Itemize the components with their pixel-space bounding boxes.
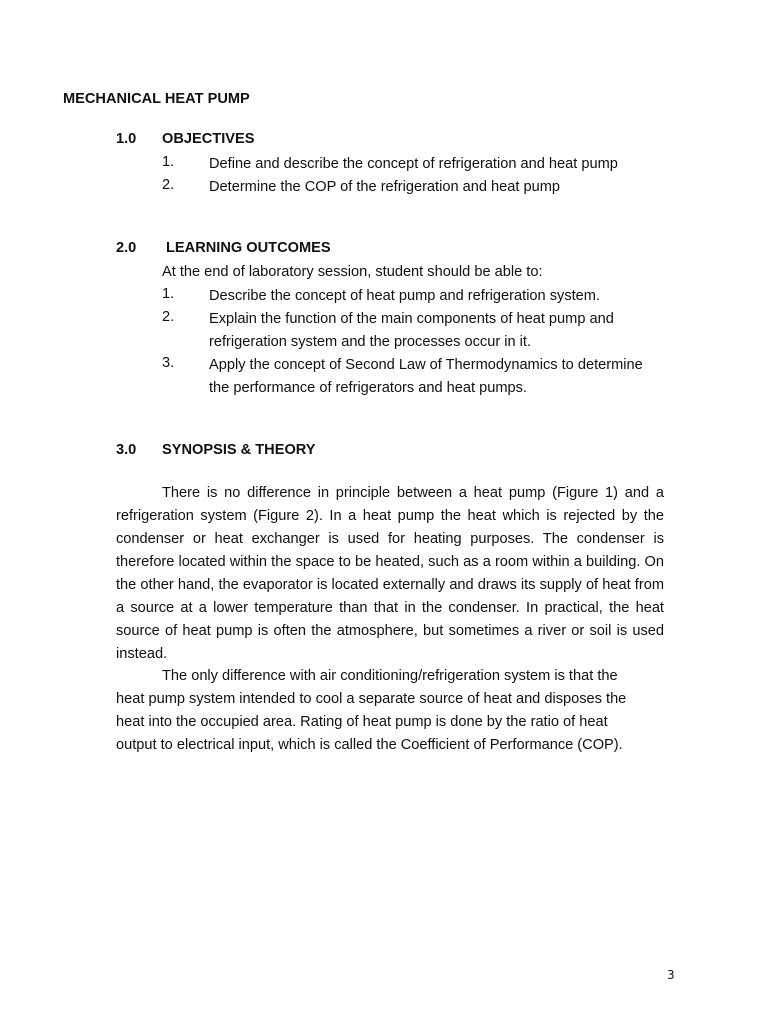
list-item-number: 1. bbox=[162, 154, 175, 170]
page-number: 3 bbox=[667, 968, 675, 982]
list-item-text: Define and describe the concept of refrigeration and heat pump bbox=[209, 156, 618, 172]
section-number: 3.0 bbox=[116, 442, 137, 458]
section-title: SYNOPSIS & THEORY bbox=[162, 442, 316, 458]
list-item-number: 2. bbox=[162, 309, 175, 325]
list-item-number: 2. bbox=[162, 177, 175, 193]
list-item-text: Explain the function of the main components of heat pump and refrigeration system and the processes occur in it. bbox=[209, 311, 614, 350]
section-number: 2.0 bbox=[116, 240, 137, 256]
list-item-text: Apply the concept of Second Law of Thermodynamics to determine the performance of refrigerators and heat pumps. bbox=[209, 357, 643, 396]
list-item-number: 3. bbox=[162, 355, 175, 371]
paragraph: The only difference with air conditioning/refrigeration system is that the heat pump system intended to cool a separate source of heat and disposes the heat into the occupied area. Rating of heat pump is done by the ratio of heat output to electrical input, which is called the Coefficient of Performance (COP). bbox=[116, 668, 627, 753]
list-item-text: Determine the COP of the refrigeration and heat pump bbox=[209, 179, 560, 195]
document-title: MECHANICAL HEAT PUMP bbox=[63, 91, 250, 107]
list-item-text: Describe the concept of heat pump and refrigeration system. bbox=[209, 288, 600, 304]
list-item-number: 1. bbox=[162, 286, 175, 302]
section-number: 1.0 bbox=[116, 131, 137, 147]
paragraph: There is no difference in principle between a heat pump (Figure 1) and a refrigeration system (Figure 2). In a heat pump the heat which is rejected by the condenser or heat exchanger is used for heating purposes. The condenser is therefore located within the space to be heated, such as a room within a building. On the other hand, the evaporator is located externally and draws its supply of heat from a source at a lower temperature than that in the condenser. In practical, the heat source of heat pump is often the atmosphere, but sometimes a river or soil is used instead. bbox=[116, 485, 664, 662]
section-title: OBJECTIVES bbox=[162, 131, 255, 147]
section-intro: At the end of laboratory session, student should be able to: bbox=[162, 264, 543, 280]
section-title: LEARNING OUTCOMES bbox=[166, 240, 331, 256]
